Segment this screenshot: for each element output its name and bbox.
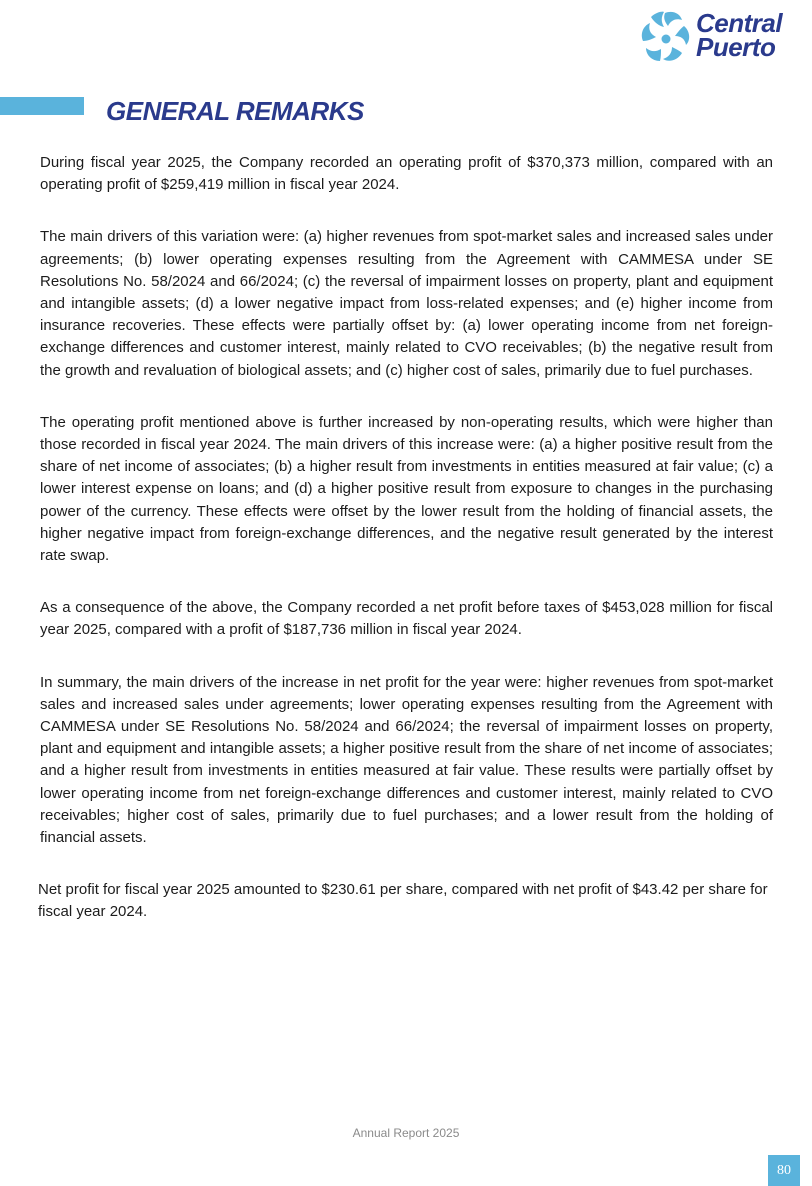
section-accent-bar	[0, 97, 84, 115]
paragraph-operating-profit: During fiscal year 2025, the Company recorded an operating profit of $370,373 million, compared with an operating profit of $259,419 million in fiscal year 2024.	[40, 154, 773, 194]
page-number: 80	[768, 1155, 800, 1186]
paragraph-variation-drivers: The main drivers of this variation were: (a) higher revenues from spot-market sales and increased sales under agreements; (b) lower operating expenses resulting from the Agreement with CAMMESA under SE Resolutions No. 58/2024 and 66/2024; (c) the reversal of impairment losses on property, plant and equipment and intangible assets; (d) a lower negative impact from loss-related expenses; and (e) higher income from insurance recoveries. These effects were partially offset by: (a) lower operating income from net foreign-exchange differences and customer interest, mainly related to CVO receivables; (b) the negative result from the growth and revaluation of biological assets; and (c) higher cost of sales, primarily due to fuel purchases.	[40, 228, 773, 379]
turbine-logo-icon	[640, 9, 694, 67]
section-body	[40, 152, 773, 954]
footer-report-name: Annual Report 2025	[352, 1126, 460, 1140]
paragraph-summary: In summary, the main drivers of the increase in net profit for the year were: higher revenues from spot-market sales and increased sales under agreements; lower operating expenses resulting from the Agreement with CAMMESA under SE Resolutions No. 58/2024 and 66/2024; the reversal of impairment losses on property, plant and equipment and intangible assets; a higher positive result from the share of net income of associates; and a higher result from investments in entities measured at fair value. These results were partially offset by lower operating income from net foreign-exchange differences and customer interest, mainly related to CVO receivables; higher cost of sales, primarily due to fuel purchases; and a lower result from the holding of financial assets.	[40, 673, 773, 847]
paragraph-profit-per-share: Net profit for fiscal year 2025 amounted to $230.61 per share, compared with net profit of $43.42 per share for fiscal year 2024.	[38, 881, 768, 921]
section-title: GENERAL REMARKS	[106, 96, 364, 126]
logo-text-line1: Central	[696, 8, 783, 38]
logo-wordmark	[696, 8, 783, 62]
paragraph-non-operating-results: The operating profit mentioned above is further increased by non-operating results, which were higher than those recorded in fiscal year 2024. The main drivers of this increase were: (a) a higher positive result from the share of net income of associates; (b) a higher result from investments in entities measured at fair value; (c) a lower interest expense on loans; and (d) a higher positive result from exposure to changes in the purchasing power of the currency. These effects were offset by the lower result from the holding of financial assets, the higher negative impact from foreign-exchange differences, and the negative result generated by the interest rate swap.	[40, 413, 773, 565]
company-logo	[640, 8, 806, 72]
paragraph-profit-before-taxes: As a consequence of the above, the Company recorded a net profit before taxes of $453,028 million for fiscal year 2025, compared with a profit of $187,736 million in fiscal year 2024.	[40, 599, 773, 639]
logo-text-line2: Puerto	[696, 32, 776, 62]
